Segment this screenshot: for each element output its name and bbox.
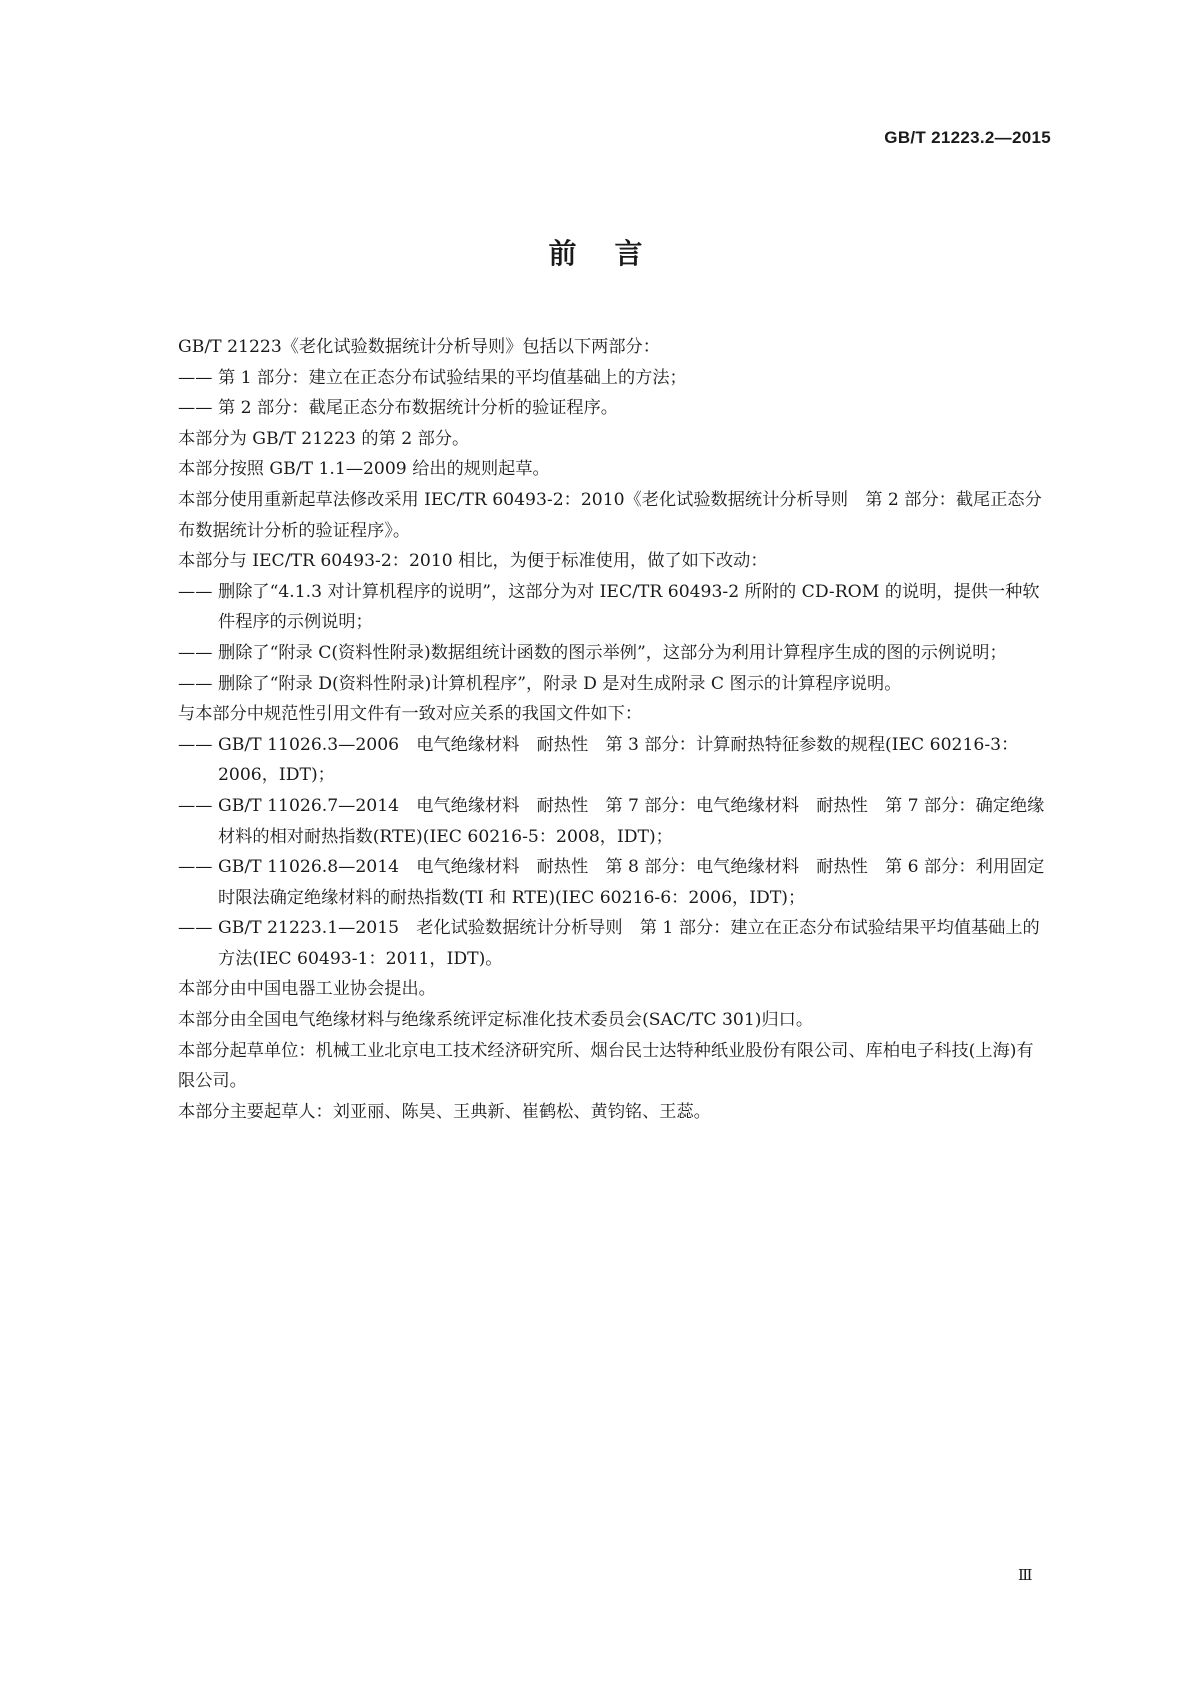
paragraph-text: GB/T 21223.1—2015 老化试验数据统计分析导则 第 1 部分：建立在正态分布试验结果平均值基础上的方法(IEC 60493-1：2011，IDT)。 xyxy=(218,918,1040,969)
paragraph-text: GB/T 21223《老化试验数据统计分析导则》包括以下两部分： xyxy=(178,337,660,357)
dash-list-item xyxy=(178,638,1050,669)
paragraph xyxy=(178,974,1050,1005)
paragraph-text: 本部分按照 GB/T 1.1—2009 给出的规则起草。 xyxy=(178,459,550,480)
dash-list-item xyxy=(178,913,1050,974)
paragraph xyxy=(178,1036,1050,1097)
paragraph-text: 本部分主要起草人：刘亚丽、陈昊、王典新、崔鹤松、黄钧铭、王蕊。 xyxy=(178,1101,711,1122)
paragraph-text: 本部分由中国电器工业协会提出。 xyxy=(178,979,436,1000)
paragraph xyxy=(178,332,1050,363)
foreword-body xyxy=(178,332,1050,1127)
paragraph-text: 与本部分中规范性引用文件有一致对应关系的我国文件如下： xyxy=(178,704,643,725)
dash-mark: —— xyxy=(178,734,213,755)
dash-list-item xyxy=(178,852,1050,913)
paragraph-text: 第 2 部分：截尾正态分布数据统计分析的验证程序。 xyxy=(218,398,618,419)
paragraph-text: GB/T 11026.8—2014 电气绝缘材料 耐热性 第 8 部分：电气绝缘材料 耐热性 第 6 部分：利用固定时限法确定绝缘材料的耐热指数(TI 和 RTE)(IEC 60216-6：2006，IDT)； xyxy=(218,857,1045,908)
paragraph xyxy=(178,1005,1050,1036)
paragraph-text: 本部分使用重新起草法修改采用 IEC/TR 60493-2：2010《老化试验数据统计分析导则 第 2 部分：截尾正态分布数据统计分析的验证程序》。 xyxy=(178,489,1042,541)
paragraph xyxy=(178,454,1050,485)
paragraph xyxy=(178,485,1050,546)
dash-list-item xyxy=(178,393,1050,424)
paragraph-text: 本部分与 IEC/TR 60493-2：2010 相比，为便于标准使用，做了如下改动： xyxy=(178,551,768,572)
dash-mark: —— xyxy=(178,673,213,694)
paragraph-text: 本部分起草单位：机械工业北京电工技术经济研究所、烟台民士达特种纸业股份有限公司、库柏电子科技(上海)有限公司。 xyxy=(178,1040,1034,1092)
paragraph-text: 本部分为 GB/T 21223 的第 2 部分。 xyxy=(178,428,470,449)
dash-mark: —— xyxy=(178,642,213,663)
paragraph-text: 删除了“4.1.3 对计算机程序的说明”，这部分为对 IEC/TR 60493-2 所附的 CD-ROM 的说明，提供一种软件程序的示例说明； xyxy=(218,581,1040,633)
paragraph xyxy=(178,424,1050,455)
dash-mark: —— xyxy=(178,795,213,816)
paragraph xyxy=(178,546,1050,577)
paragraph xyxy=(178,699,1050,730)
standard-number: GB/T 21223.2—2015 xyxy=(884,128,1051,147)
dash-mark: —— xyxy=(178,918,213,939)
dash-list-item xyxy=(178,577,1050,638)
paragraph-text: GB/T 11026.3—2006 电气绝缘材料 耐热性 第 3 部分：计算耐热特征参数的规程(IEC 60216-3：2006，IDT)； xyxy=(218,734,1019,786)
dash-mark: —— xyxy=(178,857,213,878)
paragraph-text: 删除了“附录 D(资料性附录)计算机程序”，附录 D 是对生成附录 C 图示的计算程序说明。 xyxy=(218,673,902,694)
paragraph-text: 删除了“附录 C(资料性附录)数据组统计函数的图示举例”，这部分为利用计算程序生成的图的示例说明； xyxy=(218,642,1007,663)
paragraph-text: 第 1 部分：建立在正态分布试验结果的平均值基础上的方法； xyxy=(218,367,687,388)
page-number: Ⅲ xyxy=(1018,1568,1033,1584)
dash-mark: —— xyxy=(178,367,213,388)
page-title: 前言 xyxy=(548,237,681,270)
paragraph-text: 本部分由全国电气绝缘材料与绝缘系统评定标准化技术委员会(SAC/TC 301)归口。 xyxy=(178,1010,814,1031)
paragraph-text: GB/T 11026.7—2014 电气绝缘材料 耐热性 第 7 部分：电气绝缘材料 耐热性 第 7 部分：确定绝缘材料的相对耐热指数(RTE)(IEC 60216-5：2008，IDT)； xyxy=(218,795,1045,847)
dash-mark: —— xyxy=(178,581,213,602)
dash-list-item xyxy=(178,730,1050,791)
dash-mark: —— xyxy=(178,398,213,419)
dash-list-item xyxy=(178,669,1050,700)
paragraph xyxy=(178,1097,1050,1128)
dash-list-item xyxy=(178,363,1050,394)
dash-list-item xyxy=(178,791,1050,852)
